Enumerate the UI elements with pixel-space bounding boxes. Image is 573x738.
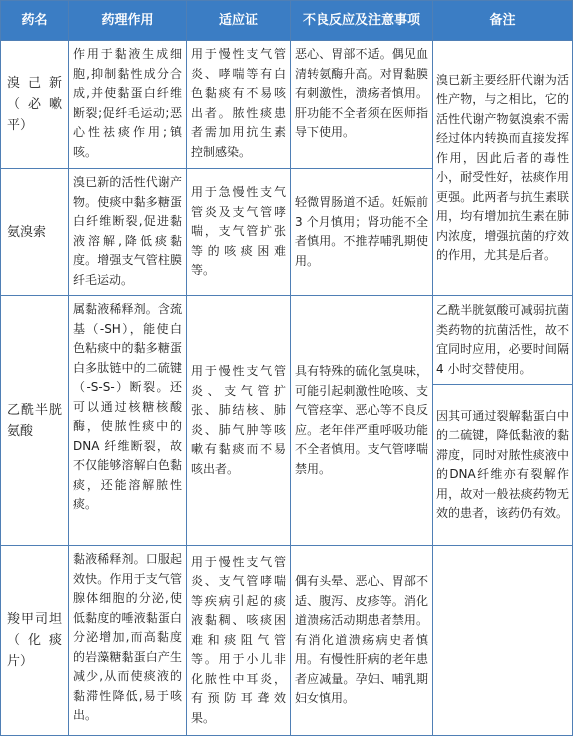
drug-name-cell: [1, 169, 68, 295]
indication-cell: [187, 296, 290, 545]
indication-text: 用于慢性支气管炎、支气管哮喘等疾病引起的痰液黏稠、咳痰困难和痰阻气管等。用于小儿非化脓性中耳炎，有预防耳聋效果。: [191, 554, 286, 725]
drug-name-cell: [1, 546, 68, 735]
header-notes: [433, 1, 572, 40]
indication-text: 用于慢性支气管炎、支气管扩张、肺结核、肺炎、肺气肿等咳嗽有黏痰而不易咳出者。: [191, 364, 286, 476]
adverse-effects-cell: [291, 169, 432, 295]
indication-cell: [187, 546, 290, 735]
pharmacology-cell: [69, 169, 186, 295]
notes-cell-carbocisteine: [433, 546, 572, 735]
header-adverse-effects: [291, 1, 432, 40]
adverse-effects-text: 轻微胃肠道不适。妊娠前 3 个月慎用；肾功能不全者慎用。不推荐哺乳期使用。: [295, 195, 428, 268]
indication-text: 用于慢性支气管炎、哮喘等有白色黏痰有不易咳出者。脓性痰患者需加用抗生素控制感染。: [191, 47, 286, 159]
header-drug-name-label: 药名: [21, 12, 48, 28]
notes-text: 乙酰半胱氨酸可减弱抗菌类药物的抗菌活性，故不宜同时应用，必要时间隔 4 小时交替使用。: [436, 303, 569, 376]
drug-name: 氨溴索: [7, 224, 47, 240]
indication-cell: [187, 41, 290, 168]
pharmacology-cell: [69, 296, 186, 545]
header-adverse-effects-label: 不良反应及注意事项: [302, 12, 420, 28]
notes-paragraph: [433, 296, 572, 384]
pharmacology-text: 黏液稀释剂。口服起效快。作用于支气管腺体细胞的分泌,使低黏度的唾液黏蛋白分泌增加,而高黏度的岩藻糖黏蛋白产生减少,从而使痰液的黏滞性降低,易于咳出。: [73, 552, 182, 722]
header-notes-label: 备注: [489, 12, 516, 28]
adverse-effects-text: 恶心、胃部不适。偶见血清转氨酶升高。对胃黏膜有刺激性，溃疡者慎用。肝功能不全者须在医师指导下使用。: [295, 47, 428, 139]
pharmacology-cell: [69, 546, 186, 735]
pharmacology-cell: [69, 41, 186, 168]
pharmacology-text: 属黏液稀释剂。含巯基（-SH），能使白色粘痰中的黏多糖蛋白多肽链中的二硫键（-S-S-）断裂。还可以通过核糖核酸酶，使脓性痰中的DNA 纤维断裂，故不仅能够溶解白色黏痰，还能溶解脓性痰。: [73, 302, 182, 511]
notes-cell-bromhexine-ambroxol: [433, 41, 572, 295]
header-indication: [187, 1, 290, 40]
drug-name: 溴己新（必嗽平）: [7, 76, 62, 133]
drug-name-cell: [1, 41, 68, 168]
header-drug-name: [1, 1, 68, 40]
notes-cell-acetylcysteine: [433, 296, 572, 545]
header-pharmacology-label: 药理作用: [101, 12, 154, 28]
adverse-effects-text: 偶有头晕、恶心、胃部不适、腹泻、皮疹等。消化道溃疡活动期患者禁用。有消化道溃疡病史者慎用。有慢性肝病的老年患者应减量。孕妇、哺乳期妇女慎用。: [295, 574, 428, 706]
notes-text: 溴已新主要经肝代谢为活性产物，与之相比，它的活性代谢产物氨溴索不需经过体内转换而直接发挥作用，因此后者的毒性小，耐受性好，祛痰作用更强。此两者与抗生素联用，均有增加抗生素在肺内浓度，增强抗菌的疗效的作用，尤其是后者。: [436, 72, 569, 262]
indication-text: 用于急慢性支气管炎及支气管哮喘，支气管扩张等的咳痰困难等。: [191, 185, 286, 278]
notes-text: 因其可通过裂解黏蛋白中的二硫键，降低黏液的黏滞度，同时对脓性痰液中的DNA纤维亦有裂解作用，故对一般祛痰药物无效的患者，该药仍有效。: [436, 408, 569, 520]
indication-cell: [187, 169, 290, 295]
drug-name: 羧甲司坦（化痰片）: [7, 612, 62, 669]
drug-name-cell: [1, 296, 68, 545]
pharmacology-text: 作用于黏液生成细胞,抑制黏性成分合成,并使黏蛋白纤维断裂;促纤毛运动;恶心性祛痰作用;镇咳。: [73, 47, 182, 159]
notes-paragraph: [433, 384, 572, 545]
header-pharmacology: [69, 1, 186, 40]
pharmacology-text: 溴已新的活性代谢产物。使痰中黏多糖蛋白纤维断裂,促进黏液溶解,降低痰黏度。增强支气管柱膜纤毛运动。: [73, 175, 182, 287]
header-indication-label: 适应证: [218, 12, 258, 28]
adverse-effects-cell: [291, 546, 432, 735]
drug-name: 乙酰半胱氨酸: [7, 402, 62, 439]
adverse-effects-text: 具有特殊的硫化氢臭味，可能引起刺激性呛咳、支气管痉挛、恶心等不良反应。老年伴严重呼吸功能不全者慎用。支气管哮喘禁用。: [295, 364, 428, 476]
adverse-effects-cell: [291, 296, 432, 545]
adverse-effects-cell: [291, 41, 432, 168]
